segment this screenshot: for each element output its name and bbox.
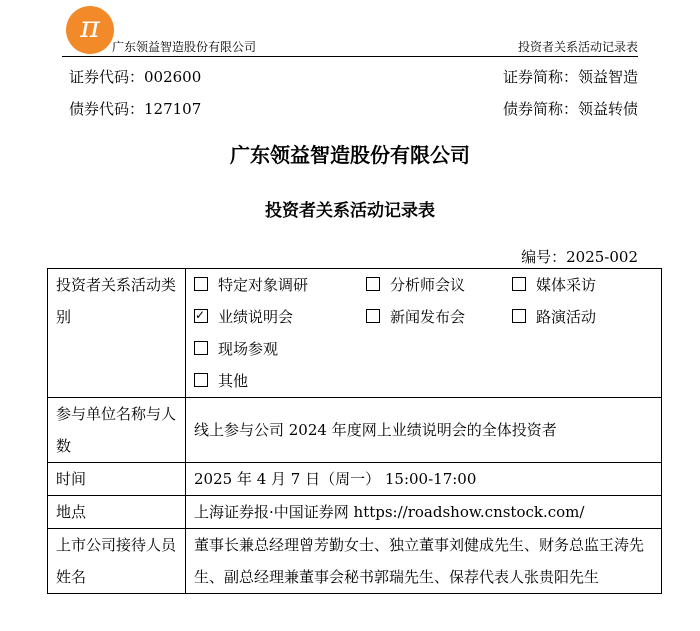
checkbox-icon[interactable]: [366, 309, 380, 323]
category-checkbox[interactable]: 现场参观: [194, 333, 366, 365]
header-company-name: 广东领益智造股份有限公司: [112, 40, 257, 54]
category-checkbox[interactable]: 新闻发布会: [366, 301, 512, 333]
category-checkbox[interactable]: 其他: [194, 365, 366, 397]
category-checkbox[interactable]: ✓业绩说明会: [194, 301, 366, 333]
company-logo: [66, 6, 114, 54]
location-value: 上海证券报·中国证券网 https://roadshow.cnstock.com/: [186, 496, 662, 529]
bond-code: 债券代码：127107: [69, 100, 202, 118]
table-row: [48, 463, 662, 496]
time-value: 2025 年 4 月 7 日（周一） 15:00-17:00: [186, 463, 662, 496]
table-row: [48, 529, 662, 594]
time-label: 时间: [48, 463, 186, 496]
category-checkbox[interactable]: 媒体采访: [512, 269, 642, 301]
serial-number: 编号：2025-002: [521, 248, 638, 266]
category-checkbox[interactable]: 路演活动: [512, 301, 642, 333]
category-checkbox[interactable]: 特定对象调研: [194, 269, 366, 301]
reception-staff-value: 董事长兼总经理曾芳勤女士、独立董事刘健成先生、财务总监王涛先生、副总经理兼董事会秘书郭瑞先生、保荐代表人张贵阳先生: [186, 529, 662, 594]
category-checkbox[interactable]: 分析师会议: [366, 269, 512, 301]
checkbox-icon[interactable]: [194, 341, 208, 355]
checkbox-icon[interactable]: [512, 277, 526, 291]
bond-name: 债券简称：领益转债: [502, 100, 638, 118]
checkbox-icon[interactable]: [194, 373, 208, 387]
checkbox-icon[interactable]: [194, 277, 208, 291]
activity-type-label: 投资者关系活动类别: [48, 269, 186, 398]
participants-label: 参与单位名称与人数: [48, 398, 186, 463]
location-label: 地点: [48, 496, 186, 529]
header-divider: [62, 56, 638, 57]
activity-type-cell: [186, 269, 662, 398]
checked-checkbox-icon[interactable]: [194, 309, 208, 323]
participants-value: 线上参与公司 2024 年度网上业绩说明会的全体投资者: [186, 398, 662, 463]
category-checkbox-grid: [194, 269, 653, 397]
table-row: [48, 398, 662, 463]
table-row: [48, 496, 662, 529]
checkbox-icon[interactable]: [512, 309, 526, 323]
checkbox-icon[interactable]: [366, 277, 380, 291]
document-title: 广东领益智造股份有限公司: [230, 143, 470, 167]
activity-record-table: [47, 268, 662, 594]
stock-code: 证券代码：002600: [69, 68, 202, 86]
header-doc-type: 投资者关系活动记录表: [517, 40, 638, 54]
table-row: [48, 269, 662, 398]
document-subtitle: 投资者关系活动记录表: [265, 201, 435, 221]
reception-staff-label: 上市公司接待人员姓名: [48, 529, 186, 594]
logo-glyph: π: [80, 10, 100, 45]
stock-name: 证券简称：领益智造: [502, 68, 638, 86]
